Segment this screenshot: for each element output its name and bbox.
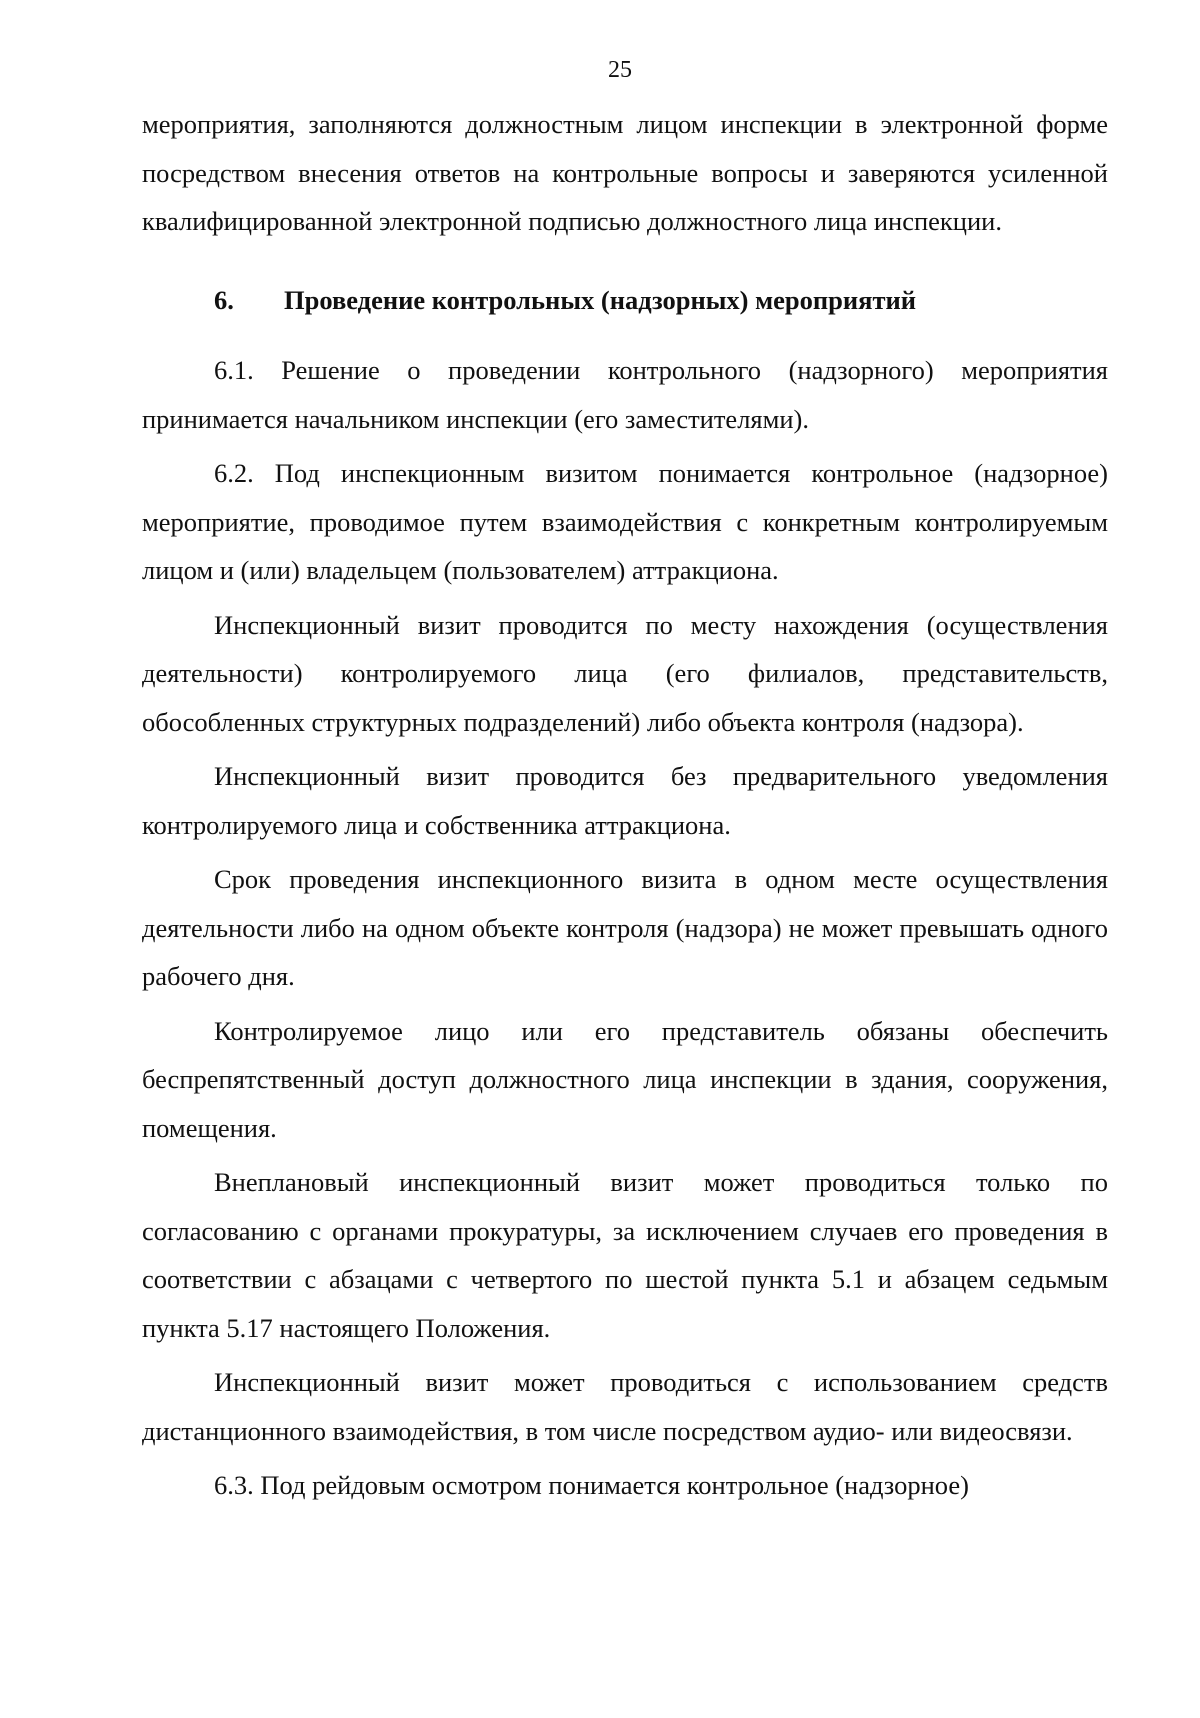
paragraph-6-3: 6.3. Под рейдовым осмотром понимается контрольное (надзорное) bbox=[214, 1470, 969, 1500]
page-number: 25 bbox=[608, 57, 632, 83]
paragraph-access: Контролируемое лицо или его представитель обязаны обеспечить беспрепятственный доступ должностного лица инспекции в здания, сооружения, помещения. bbox=[142, 1015, 1108, 1143]
paragraph-visit-location: Инспекционный визит проводится по месту нахождения (осуществления деятельности) контролируемого лица (его филиалов, представительств, обособленных структурных подразделений) либо объекта контроля (надзора). bbox=[142, 609, 1108, 737]
paragraph-visit-duration: Срок проведения инспекционного визита в одном месте осуществления деятельности либо на одном объекте контроля (надзора) не может превышать одного рабочего дня. bbox=[142, 864, 1108, 991]
section-title: Проведение контрольных (надзорных) мероприятий bbox=[284, 284, 917, 315]
section-number: 6. bbox=[214, 284, 234, 315]
paragraph-continuation: мероприятия, заполняются должностным лицом инспекции в электронной форме посредством внесения ответов на контрольные вопросы и заверяются усиленной квалифицированной электронной подписью должностного лица инспекции. bbox=[142, 109, 1108, 236]
paragraph-unscheduled-visit: Внеплановый инспекционный визит может проводиться только по согласованию с органами прокуратуры, за исключением случаев его проведения в соответствии с абзацами с четвертого по шестой пункта 5.1 и абзацем седьмым пункта 5.17 настоящего Положения. bbox=[142, 1167, 1108, 1343]
section-heading bbox=[142, 276, 1108, 325]
paragraph-6-2: 6.2. Под инспекционным визитом понимается контрольное (надзорное) мероприятие, проводимое путем взаимодействия с конкретным контролируемым лицом и (или) владельцем (пользователем) аттракциона. bbox=[142, 458, 1108, 585]
paragraph-6-1: 6.1. Решение о проведении контрольного (надзорного) мероприятия принимается начальником инспекции (его заместителями). bbox=[142, 355, 1108, 434]
paragraph-remote-visit: Инспекционный визит может проводиться с использованием средств дистанционного взаимодействия, в том числе посредством аудио- или видеосвязи. bbox=[142, 1367, 1108, 1446]
paragraph-visit-notice: Инспекционный визит проводится без предварительного уведомления контролируемого лица и собственника аттракциона. bbox=[142, 761, 1108, 840]
document-body bbox=[142, 100, 1108, 1510]
